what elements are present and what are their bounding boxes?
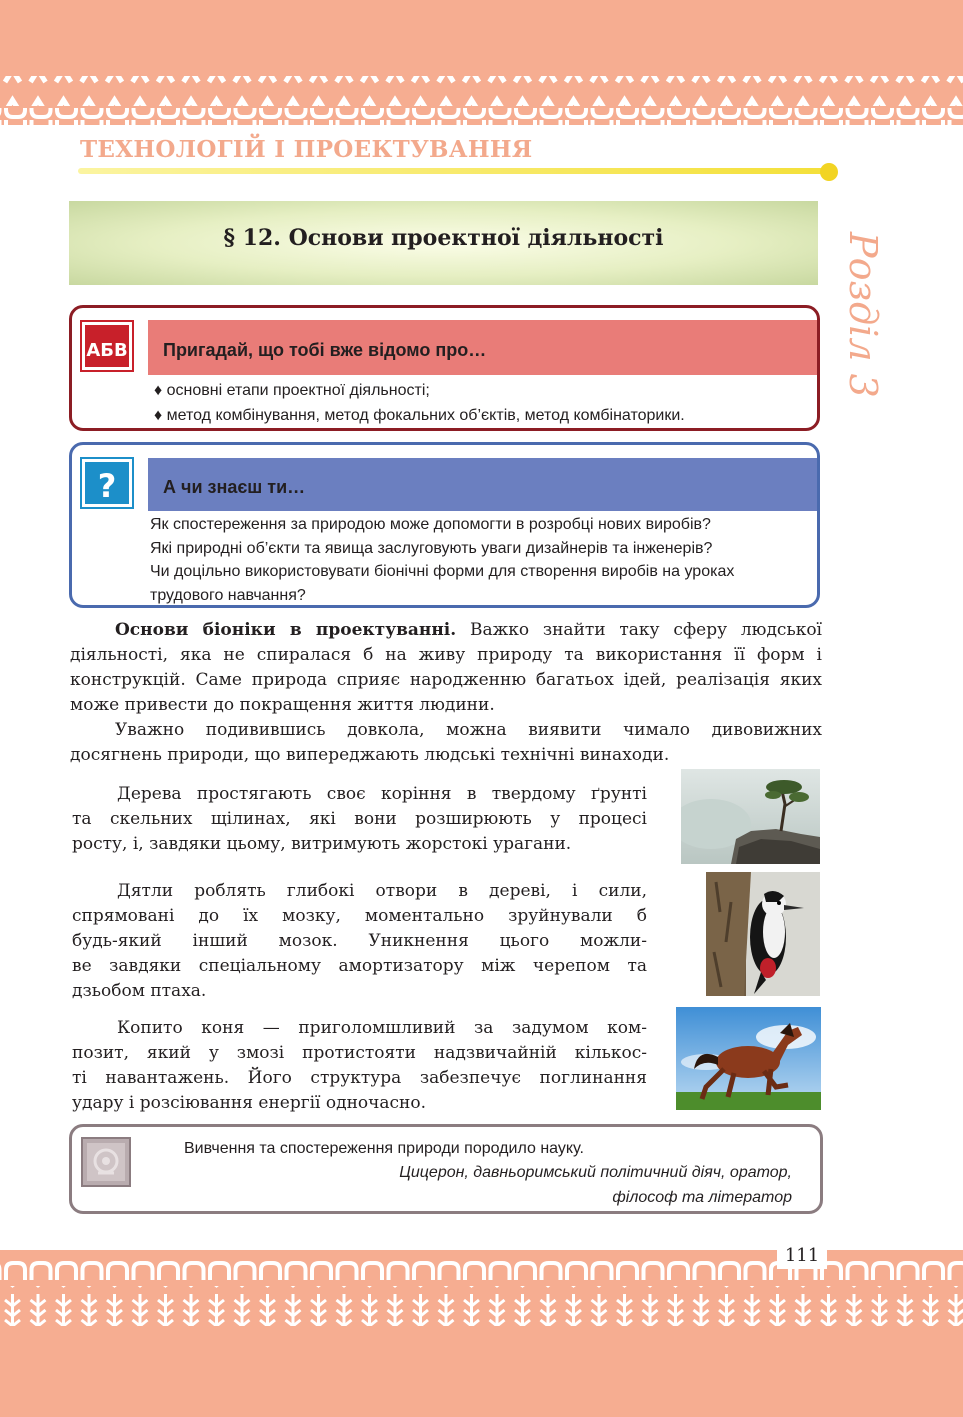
body-paragraph <box>70 718 822 768</box>
abv-letters-icon <box>80 320 134 372</box>
running-horse-photo <box>676 1007 821 1110</box>
page-number: 111 <box>777 1243 827 1269</box>
tree-on-rock-photo <box>681 769 820 864</box>
text-line: удару і розсіювання енергії одночасно. <box>72 1093 427 1113</box>
bionics-term: Основи біоніки в проектуванні. <box>115 620 457 640</box>
example-horse-text <box>72 1016 647 1116</box>
quote-box <box>69 1124 823 1214</box>
text-line: Копито коня — приголомшливий за задумом ком- <box>117 1018 647 1038</box>
question-line: Які природні об’єкти та явища заслуговують уваги дизайнерів та інженерів? <box>150 539 713 557</box>
example-woodpecker-text <box>72 879 647 1004</box>
remember-list <box>154 378 685 428</box>
quote-author <box>399 1160 792 1210</box>
quote-text: Вивчення та спостереження природи породило науку. <box>184 1140 584 1157</box>
body-paragraph <box>70 618 822 718</box>
text-line: будь-який інший мозок. Уникнення цього можли- <box>72 931 647 951</box>
question-line: трудового навчання? <box>150 586 306 604</box>
remember-heading: Пригадай, що тобі вже відомо про… <box>148 320 817 375</box>
body-paragraph-text: Уважно подивившись довкола, можна виявити чимало дивовижних досягнень природи, що випереджають людські технічні винаходи. <box>70 720 822 765</box>
body-paragraph-text: Важко знайти таку сферу людської діяльності, яка не спиралася б на живу природу та використання її форм і конструкцій. Саме природа сприяє народженню багатьох ідей, реалізація яких може привести до покращення життя людини. <box>70 620 822 715</box>
question-mark-icon <box>80 457 134 509</box>
ornament-pattern-bottom <box>0 1250 963 1417</box>
question-line: Чи доцільно використовувати біонічні форми для створення виробів на уроках <box>150 563 735 580</box>
text-line: позит, який у змозі протистояти надзвичайній кількос- <box>72 1043 647 1063</box>
remember-box <box>69 305 820 431</box>
title-rule <box>78 168 830 174</box>
ornament-pattern-top <box>0 0 963 125</box>
title-dot <box>820 163 838 181</box>
quote-seal-icon <box>81 1137 131 1187</box>
did-you-know-questions <box>150 513 813 607</box>
top-decorative-band <box>0 0 963 125</box>
list-item: ♦ метод комбінування, метод фокальних об’єктів, метод комбінаторики. <box>154 407 685 424</box>
quote-author-line: філософ та літератор <box>612 1189 792 1206</box>
did-you-know-heading: А чи знаєш ти… <box>148 458 817 511</box>
quote-author-line: Цицерон, давньоримський політичний діяч, оратор, <box>399 1164 792 1181</box>
question-line: Як спостереження за природою може допомогти в розробці нових виробів? <box>150 516 711 533</box>
text-line: ве завдяки спеціальному амортизатору між черепом та <box>72 956 647 976</box>
abv-icon-text: АБВ <box>86 340 128 361</box>
did-you-know-box <box>69 442 820 608</box>
text-line: дзьобом птаха. <box>72 981 207 1001</box>
example-tree-text <box>72 782 647 857</box>
text-line: Дятли роблять глибокі отвори в дереві, і сили, <box>117 881 647 901</box>
text-line: ті навантажень. Його структура забезпечує поглинання <box>72 1068 647 1088</box>
body-text <box>70 618 822 768</box>
woodpecker-photo <box>706 872 820 996</box>
paragraph-banner <box>69 201 818 285</box>
chapter-side-label: Розділ 3 <box>841 232 885 398</box>
bottom-decorative-band <box>0 1250 963 1417</box>
text-line: спрямовані до їх мозку, моментально зруйнували б <box>72 906 647 926</box>
text-line: та скельних щілинах, які вони розширюють у процесі <box>72 809 647 829</box>
question-icon-text: ? <box>97 467 117 505</box>
paragraph-title: § 12. Основи проектної діяльності <box>223 225 664 251</box>
text-line: Дерева простягають своє коріння в твердому ґрунті <box>117 784 647 804</box>
text-line: росту, і, завдяки цьому, витримують жорстокі урагани. <box>72 834 572 854</box>
list-item: ♦ основні етапи проектної діяльності; <box>154 382 430 399</box>
section-title: ТЕХНОЛОГІЙ І ПРОЕКТУВАННЯ <box>80 136 533 163</box>
